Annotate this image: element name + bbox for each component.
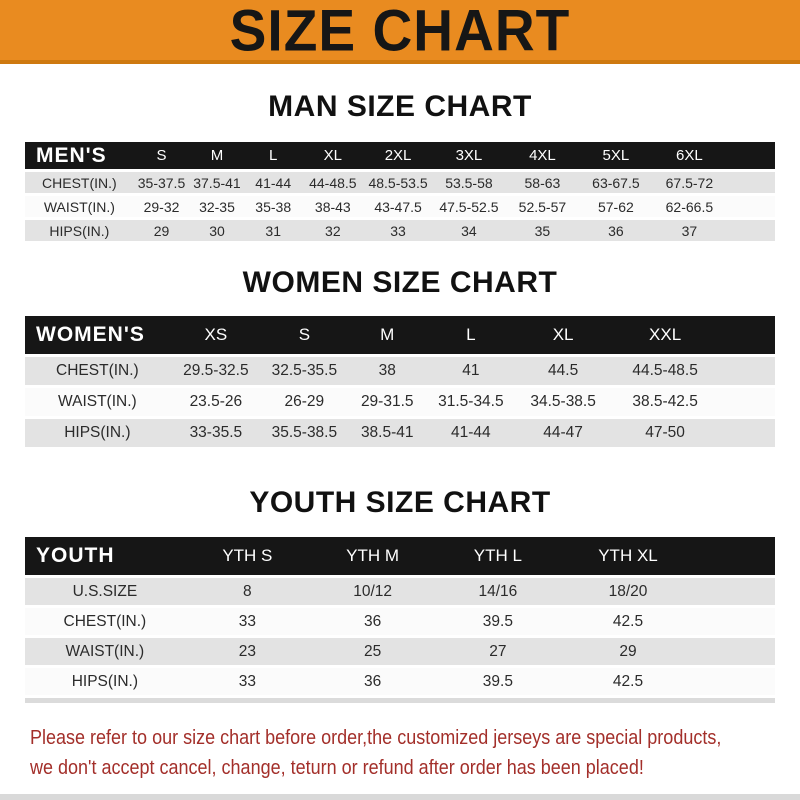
size-column-header: 4XL (506, 142, 579, 169)
row-spacer (695, 578, 775, 605)
size-column-header: XXL (612, 316, 718, 354)
cell-value: 33 (185, 608, 310, 635)
cell-value: 52.5-57 (506, 196, 579, 217)
row-spacer (726, 172, 775, 193)
cell-value: 29 (560, 638, 695, 665)
table-row (25, 220, 775, 241)
table-header-label: MEN'S (25, 142, 134, 169)
size-column-header: S (134, 142, 189, 169)
size-column-header: 3XL (432, 142, 505, 169)
cell-value: 62-66.5 (653, 196, 726, 217)
cell-value: 36 (310, 608, 435, 635)
header-spacer (718, 316, 775, 354)
row-label: CHEST(IN.) (25, 357, 170, 385)
cell-value: 38 (347, 357, 428, 385)
cell-value: 38-43 (302, 196, 364, 217)
row-spacer (718, 419, 775, 447)
row-spacer (695, 638, 775, 665)
cell-value: 32-35 (189, 196, 244, 217)
cell-value: 63-67.5 (579, 172, 652, 193)
banner-title: SIZE CHART (229, 0, 571, 63)
table-row (25, 419, 775, 447)
women-size-table (25, 313, 775, 450)
table-row (25, 608, 775, 635)
man-size-table (25, 139, 775, 244)
cell-value: 23 (185, 638, 310, 665)
size-column-header: XL (302, 142, 364, 169)
row-label: HIPS(IN.) (25, 668, 185, 695)
row-label: HIPS(IN.) (25, 220, 134, 241)
banner (0, 0, 800, 64)
header-row (25, 537, 775, 575)
cell-value: 8 (185, 578, 310, 605)
cell-value: 29.5-32.5 (170, 357, 262, 385)
footer-note-line1: Please refer to our size chart before order,the customized jerseys are special products, (30, 727, 722, 749)
table-row (25, 668, 775, 695)
table-header-label: YOUTH (25, 537, 185, 575)
cell-value: 26-29 (262, 388, 347, 416)
row-label: CHEST(IN.) (25, 172, 134, 193)
cell-value: 32 (302, 220, 364, 241)
cell-value: 58-63 (506, 172, 579, 193)
cell-value: 33-35.5 (170, 419, 262, 447)
cell-value: 36 (310, 668, 435, 695)
row-spacer (726, 220, 775, 241)
header-spacer (726, 142, 775, 169)
cell-value: 34 (432, 220, 505, 241)
cell-value: 31.5-34.5 (428, 388, 514, 416)
table-row (25, 388, 775, 416)
cell-value: 30 (189, 220, 244, 241)
cell-value: 48.5-53.5 (364, 172, 432, 193)
cell-value: 57-62 (579, 196, 652, 217)
row-spacer (718, 357, 775, 385)
women-section-title: WOMEN SIZE CHART (242, 266, 558, 299)
cell-value: 35 (506, 220, 579, 241)
cell-value: 31 (245, 220, 302, 241)
cell-value: 36 (579, 220, 652, 241)
man-section-title: MAN SIZE CHART (268, 90, 532, 123)
cell-value: 44-47 (514, 419, 612, 447)
cell-value: 35-37.5 (134, 172, 189, 193)
cell-value: 38.5-41 (347, 419, 428, 447)
cell-value: 39.5 (435, 668, 560, 695)
cell-value: 44.5-48.5 (612, 357, 718, 385)
cell-value: 35.5-38.5 (262, 419, 347, 447)
table-row (25, 357, 775, 385)
cell-value: 41 (428, 357, 514, 385)
cell-value: 37 (653, 220, 726, 241)
youth-size-table (25, 534, 775, 703)
cell-value: 14/16 (435, 578, 560, 605)
cell-value: 10/12 (310, 578, 435, 605)
youth-section-title: YOUTH SIZE CHART (249, 486, 551, 519)
size-column-header: M (347, 316, 428, 354)
cell-value: 35-38 (245, 196, 302, 217)
footer-note-line2: we don't accept cancel, change, teturn or refund after order has been placed! (30, 757, 644, 779)
cell-value: 29-31.5 (347, 388, 428, 416)
size-column-header: M (189, 142, 244, 169)
row-spacer (695, 668, 775, 695)
cell-value: 42.5 (560, 668, 695, 695)
cell-value: 53.5-58 (432, 172, 505, 193)
bottom-edge-strip (0, 794, 800, 800)
cell-value: 33 (364, 220, 432, 241)
size-column-header: YTH M (310, 537, 435, 575)
cell-value: 67.5-72 (653, 172, 726, 193)
size-column-header: 2XL (364, 142, 432, 169)
row-label: WAIST(IN.) (25, 638, 185, 665)
table-row (25, 172, 775, 193)
cell-value: 32.5-35.5 (262, 357, 347, 385)
table-row (25, 638, 775, 665)
cell-value: 37.5-41 (189, 172, 244, 193)
cell-value: 29-32 (134, 196, 189, 217)
cell-value: 47-50 (612, 419, 718, 447)
cell-value: 38.5-42.5 (612, 388, 718, 416)
footer-note (30, 723, 800, 783)
row-spacer (726, 196, 775, 217)
size-column-header: S (262, 316, 347, 354)
size-column-header: 6XL (653, 142, 726, 169)
cell-value: 47.5-52.5 (432, 196, 505, 217)
cell-value: 44.5 (514, 357, 612, 385)
size-column-header: 5XL (579, 142, 652, 169)
size-column-header: L (428, 316, 514, 354)
cell-value: 27 (435, 638, 560, 665)
size-column-header: XL (514, 316, 612, 354)
table-row (25, 578, 775, 605)
row-spacer (718, 388, 775, 416)
table-row (25, 196, 775, 217)
cell-value: 23.5-26 (170, 388, 262, 416)
header-row (25, 142, 775, 169)
cell-value: 41-44 (245, 172, 302, 193)
size-column-header: YTH S (185, 537, 310, 575)
row-label: WAIST(IN.) (25, 196, 134, 217)
size-column-header: XS (170, 316, 262, 354)
cell-value: 25 (310, 638, 435, 665)
cell-value: 18/20 (560, 578, 695, 605)
cell-value: 33 (185, 668, 310, 695)
size-column-header: YTH L (435, 537, 560, 575)
table-header-label: WOMEN'S (25, 316, 170, 354)
size-column-header: YTH XL (560, 537, 695, 575)
cell-value: 34.5-38.5 (514, 388, 612, 416)
size-column-header: L (245, 142, 302, 169)
row-spacer (695, 608, 775, 635)
row-label: HIPS(IN.) (25, 419, 170, 447)
header-spacer (695, 537, 775, 575)
row-label: WAIST(IN.) (25, 388, 170, 416)
header-row (25, 316, 775, 354)
cell-value: 41-44 (428, 419, 514, 447)
cell-value: 29 (134, 220, 189, 241)
cell-value: 43-47.5 (364, 196, 432, 217)
cell-value: 39.5 (435, 608, 560, 635)
cell-value: 42.5 (560, 608, 695, 635)
row-label: CHEST(IN.) (25, 608, 185, 635)
row-label: U.S.SIZE (25, 578, 185, 605)
cell-value: 44-48.5 (302, 172, 364, 193)
